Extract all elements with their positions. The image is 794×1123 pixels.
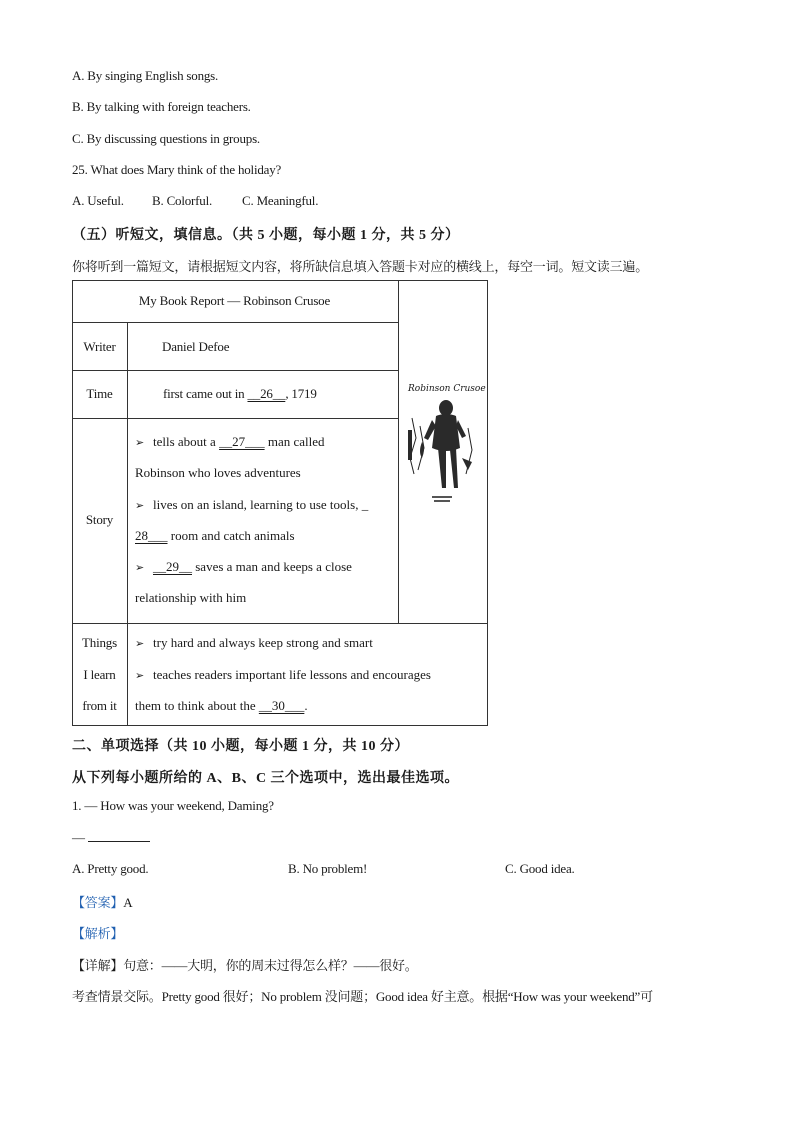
story-line-2 [135,497,368,513]
option-b: B. By talking with foreign teachers. [72,99,251,114]
arrow-bullet-icon: ➢ [135,637,145,650]
question-1-options [72,861,575,877]
blank-29[interactable]: __29__ [153,559,192,574]
blank-28[interactable]: 28___ [135,528,168,543]
story-text: room and catch animals [167,528,295,543]
crusoe-figure-illustration [402,378,482,518]
option-c: C. By discussing questions in groups. [72,131,260,146]
detail-label: 【详解】 [72,958,124,973]
time-text: first came out in [163,386,248,401]
things-text: them to think about the [135,698,259,713]
story-line-1b: Robinson who loves adventures [135,465,301,480]
things-label-3: from it [82,698,117,713]
option-a: A. Useful. [72,193,124,208]
option-c: C. Meaningful. [242,193,319,208]
option-c: C. Good idea. [505,861,575,876]
column-divider [398,281,399,623]
story-line-1 [135,434,325,450]
story-line-2b [135,528,295,544]
story-text: tells about a [153,434,220,449]
time-year: , 1719 [285,386,317,401]
things-line-2 [135,667,431,683]
table-title: My Book Report — Robinson Crusoe [138,293,331,308]
option-b: B. Colorful. [152,193,213,208]
things-text: . [304,698,308,713]
blank-30[interactable]: __30___ [258,698,305,713]
writer-value: Daniel Defoe [162,339,230,354]
arrow-bullet-icon: ➢ [135,436,145,449]
arrow-bullet-icon: ➢ [135,561,145,574]
row-divider [73,370,398,371]
row-divider [73,623,487,624]
time-label: Time [86,386,113,401]
arrow-bullet-icon: ➢ [135,669,145,682]
blank-27[interactable]: __27___ [219,434,265,449]
story-label: Story [85,512,114,527]
explanation-text: 考查情景交际。Pretty good 很好；No problem 没问题；Good idea 好主意。根据“How was your weekend”可 [72,989,653,1004]
story-line-3 [135,559,352,575]
arrow-bullet-icon: ➢ [135,499,145,512]
blank-26[interactable]: __26__ [247,386,286,401]
things-label-1: Things [82,635,117,650]
section-instruction: 从下列每小题所给的 A、B、C 三个选项中，选出最佳选项。 [72,771,460,786]
section-heading: （五）听短文，填信息。（共 5 小题，每小题 1 分，共 5 分） [72,228,460,243]
dash: — [72,830,88,845]
story-text: saves a man and keeps a close [192,559,352,574]
answer-blank[interactable] [88,829,150,842]
detail-row [72,955,418,974]
story-line-3b: relationship with him [135,590,247,605]
things-line-2b [135,698,308,714]
story-text: lives on an island, learning to use tools, _ [153,497,369,512]
option-a: A. Pretty good. [72,861,149,876]
analysis-label: 【解析】 [72,926,124,941]
option-a: A. By singing English songs. [72,68,219,83]
row-divider [73,418,398,419]
question-25-options [72,193,318,209]
section-heading: 二、单项选择（共 10 小题，每小题 1 分，共 10 分） [72,739,409,754]
question-1: 1. — How was your weekend, Daming? [72,798,274,813]
book-cover-image [402,378,486,518]
writer-label: Writer [83,339,116,354]
answer-value: A [123,895,133,910]
section-instruction: 你将听到一篇短文，请根据短文内容，将所缺信息填入答题卡对应的横线上，每空一词。短文读三遍。 [72,259,649,274]
detail-text: 句意：——大明，你的周末过得怎么样？——很好。 [123,958,418,973]
row-divider [73,322,398,323]
option-b: B. No problem! [288,861,368,876]
answer-line [72,829,150,846]
story-text: man called [264,434,325,449]
answer-label: 【答案】 [72,895,124,910]
things-label-2: I learn [83,667,116,682]
column-divider [127,322,128,725]
answer-row [72,892,132,911]
things-text: try hard and always keep strong and smart [153,635,373,650]
things-text: teaches readers important life lessons and encourages [153,667,431,682]
time-value [163,386,317,402]
things-line-1 [135,635,373,651]
question-25: 25. What does Mary think of the holiday? [72,162,282,177]
cover-title: Robinson Crusoe [408,384,486,394]
